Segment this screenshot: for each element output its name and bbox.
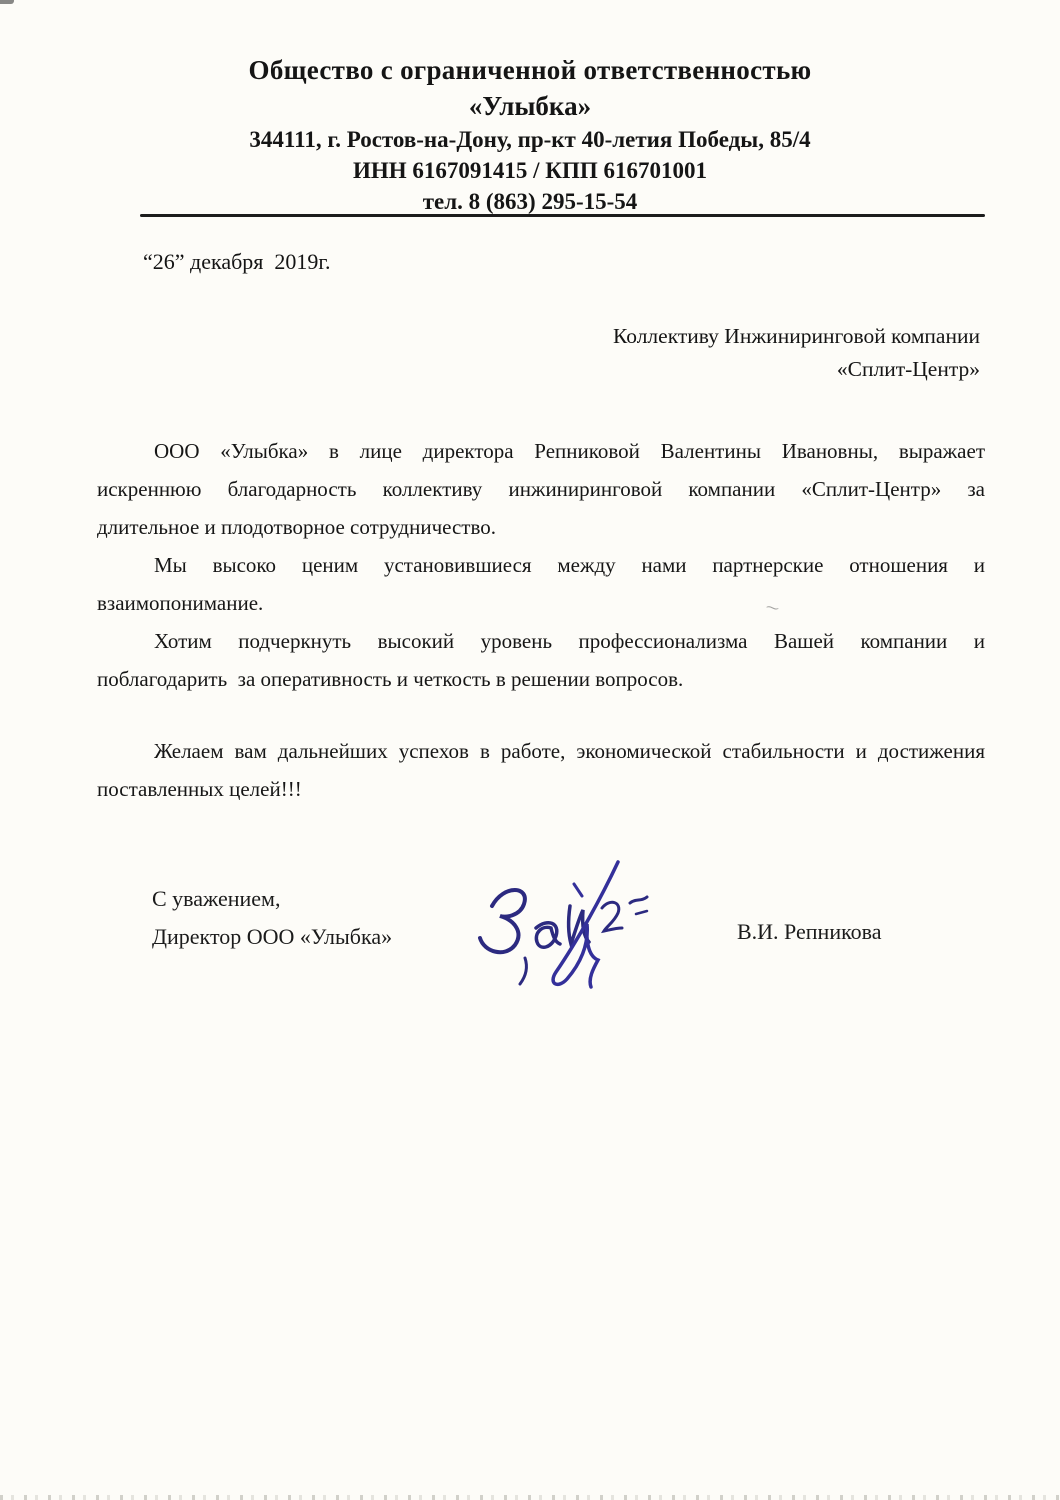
scan-stray-mark: ⁓ (764, 598, 781, 617)
handwritten-signature-ink (450, 848, 660, 993)
body-line: длительное и плодотворное сотрудничество. (97, 515, 497, 539)
header-divider (140, 214, 985, 217)
scan-smudge-top-left (0, 0, 14, 4)
org-address: 344111, г. Ростов-на-Дону, пр-кт 40-летия Победы, 85/4 (249, 127, 811, 152)
org-inn-kpp: ИНН 6167091415 / КПП 616701001 (352, 158, 708, 183)
recipient-line-1: Коллективу Инжиниринговой компании (612, 324, 980, 348)
scan-edge-speckle (0, 1495, 1060, 1500)
signer-name: В.И. Репникова (737, 919, 882, 944)
body-line: искреннюю благодарность коллективу инжиниринговой компании «Сплит-Центр» за (97, 477, 985, 501)
org-type: Общество с ограниченной ответственностью (248, 55, 812, 85)
letterhead (0, 52, 1060, 217)
paragraph-partnership (97, 546, 985, 622)
body-line: Желаем вам дальнейших успехов в работе, экономической стабильности и достижения (154, 739, 985, 763)
recipient-line-2: «Сплит-Центр» (836, 357, 980, 381)
body-line: поблагодарить за оперативность и четкость в решении вопросов. (97, 667, 684, 691)
body-line: поставленных целей!!! (97, 777, 302, 801)
letter-body (97, 432, 985, 808)
body-line: Мы высоко ценим установившиеся между нами партнерские отношения и (154, 553, 985, 577)
body-line: взаимопонимание. (97, 591, 264, 615)
paragraph-wishes (97, 732, 985, 808)
letter-date: “26” декабря 2019г. (143, 249, 331, 274)
signer-title: Директор ООО «Улыбка» (152, 924, 393, 949)
closing-salutation: С уважением, (152, 886, 281, 911)
recipient-block (613, 320, 980, 386)
org-phone: тел. 8 (863) 295-15-54 (422, 189, 638, 214)
body-line: ООО «Улыбка» в лице директора Репниковой Валентины Ивановны, выражает (154, 439, 985, 463)
body-line: Хотим подчеркнуть высокий уровень профессионализма Вашей компании и (154, 629, 985, 653)
org-name: «Улыбка» (468, 91, 592, 121)
paragraph-gratitude (97, 432, 985, 546)
paragraph-professionalism (97, 622, 985, 698)
